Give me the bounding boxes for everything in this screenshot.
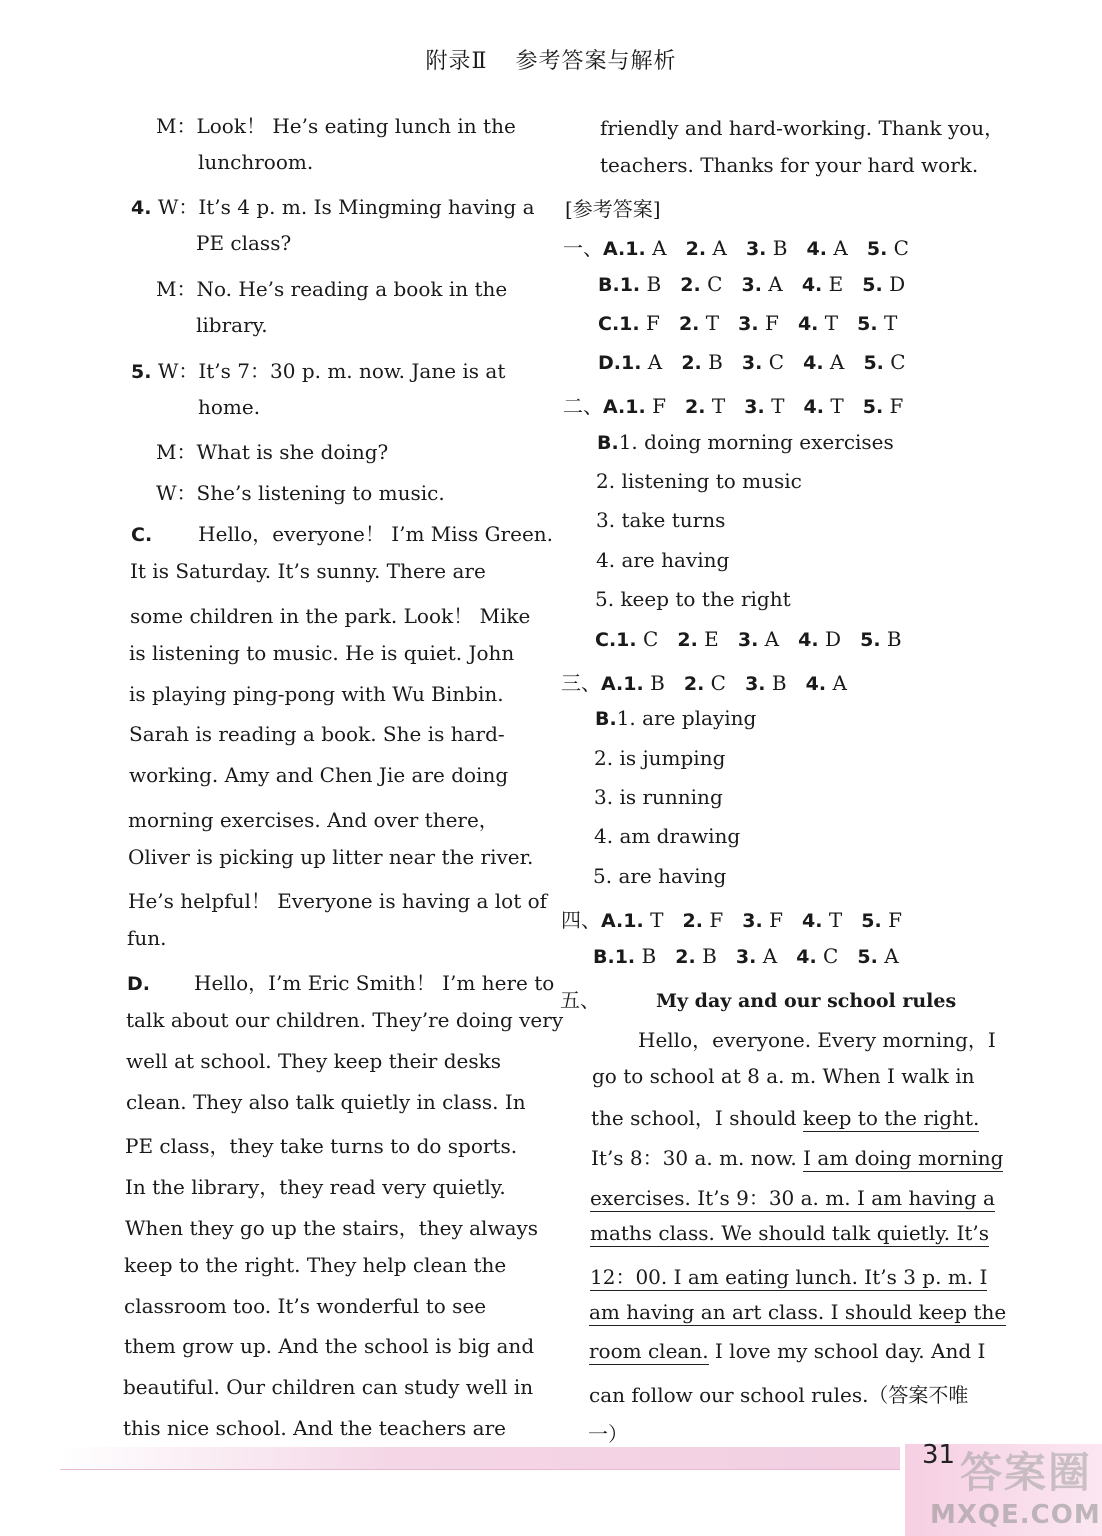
page-header (0, 44, 1102, 75)
answer-row: 2. is jumping (594, 746, 726, 770)
essay-line: It’s 8：30 a. m. now. I am doing morning (591, 1146, 1004, 1170)
text-line: clean. They also talk quietly in class. In (126, 1090, 526, 1114)
answer-row: 5. keep to the right (595, 587, 791, 611)
essay-line: 12：00. I am eating lunch. It’s 3 p. m. I (590, 1265, 988, 1289)
text-line: W：She’s listening to music. (156, 481, 445, 505)
footer-divider (60, 1469, 900, 1470)
text-line: friendly and hard-working. Thank you， (600, 116, 1005, 140)
answer-row: 3. take turns (596, 508, 726, 532)
text-line: 5. W：It’s 7：30 p. m. now. Jane is at (131, 359, 506, 383)
item-number: 4. (131, 197, 152, 219)
answer-row: C.1. F 2. T 3. F 4. T 5. T (598, 311, 898, 335)
text-line: D. Hello，I’m Eric Smith！ I’m here to (127, 971, 555, 995)
answer-row: 5. are having (593, 864, 727, 888)
answer-row: 一、A.1. A 2. A 3. B 4. A 5. C (563, 236, 909, 260)
text-line: M：Look！ He’s eating lunch in the (156, 114, 516, 138)
header-title: 参考答案与解析 (515, 49, 677, 74)
answer-row: 五、 My day and our school rules (560, 988, 957, 1012)
essay-line: can follow our school rules.（答案不唯 (589, 1383, 969, 1407)
text-line: talk about our children. They’re doing very (126, 1008, 564, 1032)
essay-title: My day and our school rules (656, 990, 957, 1012)
watermark-logo: 答案圈 (960, 1448, 1093, 1497)
essay-line: maths class. We should talk quietly. It’s (590, 1221, 990, 1245)
text-line: He’s helpful！ Everyone is having a lot of (128, 889, 548, 913)
item-number: 5. (131, 361, 152, 383)
header-appendix: 附录Ⅱ (425, 49, 488, 74)
answer-row: D.1. A 2. B 3. C 4. A 5. C (598, 350, 906, 374)
essay-line: the school，I should keep to the right. (591, 1106, 980, 1130)
answer-row: B.1. are playing (595, 706, 757, 730)
text-line: some children in the park. Look！ Mike (130, 604, 531, 628)
text-line: morning exercises. And over there， (128, 808, 499, 832)
text-line: library. (196, 313, 268, 337)
text-line: When they go up the stairs，they always (125, 1216, 539, 1240)
answer-row: 4. are having (596, 548, 730, 572)
page-number: 31 (922, 1440, 956, 1470)
essay-line: 一） (588, 1422, 628, 1446)
text-line: is playing ping-pong with Wu Binbin. (129, 682, 504, 706)
text-line: PE class? (196, 231, 292, 255)
text-line: them grow up. And the school is big and (124, 1334, 535, 1358)
text-line: C. Hello，everyone！ I’m Miss Green. (131, 522, 554, 546)
text-line: teachers. Thanks for your hard work. (600, 153, 979, 177)
watermark-url: MXQE.COM (930, 1500, 1101, 1530)
section-label: D. (127, 973, 150, 995)
text-line: M：No. He’s reading a book in the (156, 277, 508, 301)
text-line: M：What is she doing? (156, 440, 389, 464)
text-line: keep to the right. They help clean the (124, 1253, 507, 1277)
text-line: In the library，they read very quietly. (125, 1175, 506, 1199)
text-line: home. (198, 395, 261, 419)
text-line: is listening to music. He is quiet. John (129, 641, 515, 665)
text-line: 4. W：It’s 4 p. m. Is Mingming having a (131, 195, 535, 219)
text-line: beautiful. Our children can study well in (123, 1375, 534, 1399)
essay-line: exercises. It’s 9：30 a. m. I am having a (590, 1186, 995, 1210)
essay-line: Hello，everyone. Every morning，I (638, 1028, 996, 1052)
answer-row: C.1. C 2. E 3. A 4. D 5. B (595, 627, 902, 651)
text-line: well at school. They keep their desks (126, 1049, 501, 1073)
text-line: working. Amy and Chen Jie are doing (129, 763, 509, 787)
section-label: C. (131, 524, 153, 546)
answer-row: 二、A.1. F 2. T 3. T 4. T 5. F (563, 394, 904, 418)
text-line: Oliver is picking up litter near the river. (128, 845, 534, 869)
answer-row: 4. am drawing (594, 824, 741, 848)
text-line: Sarah is reading a book. She is hard- (129, 722, 505, 746)
answer-row: B.1. B 2. B 3. A 4. C 5. A (593, 944, 899, 968)
answer-row: 三、A.1. B 2. C 3. B 4. A (561, 671, 847, 695)
text-line: fun. (127, 926, 167, 950)
footer-band (60, 1447, 900, 1469)
text-line: this nice school. And the teachers are (123, 1416, 506, 1440)
text-line: It is Saturday. It’s sunny. There are (130, 559, 486, 583)
essay-line: go to school at 8 a. m. When I walk in (592, 1064, 975, 1088)
answer-heading: [参考答案] (565, 197, 661, 221)
answer-row: 四、A.1. T 2. F 3. F 4. T 5. F (561, 908, 902, 932)
text-line: lunchroom. (198, 150, 314, 174)
text-line: classroom too. It’s wonderful to see (124, 1294, 487, 1318)
essay-line: room clean. I love my school day. And I (589, 1339, 986, 1363)
text-line: PE class，they take turns to do sports. (125, 1134, 518, 1158)
answer-row: B.1. B 2. C 3. A 4. E 5. D (598, 272, 906, 296)
answer-row: B.1. doing morning exercises (597, 430, 894, 454)
essay-line: am having an art class. I should keep the (589, 1300, 1007, 1324)
answer-row: 2. listening to music (596, 469, 802, 493)
answer-row: 3. is running (594, 785, 723, 809)
